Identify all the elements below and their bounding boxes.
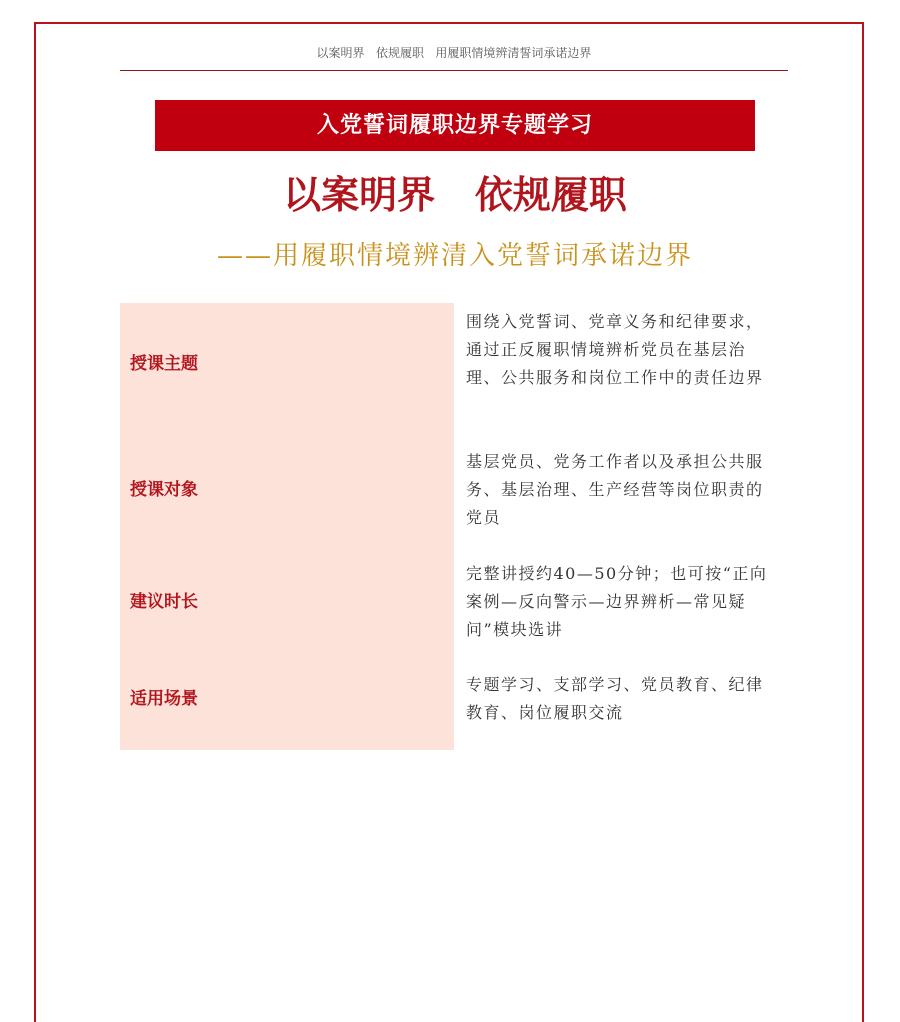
- row-label-audience: 授课对象: [130, 480, 198, 500]
- row-value-topic: 围绕入党誓词、党章义务和纪律要求，通过正反履职情境辨析党员在基层治理、公共服务和岗位工作中的责任边界: [466, 312, 764, 387]
- row-value-scenario: 专题学习、支部学习、党员教育、纪律教育、岗位履职交流: [466, 675, 764, 722]
- row-value-duration: 完整讲授约40—50分钟；也可按“正向案例—反向警示—边界辨析—常见疑问”模块选讲: [466, 564, 768, 639]
- row-label-topic: 授课主题: [130, 354, 198, 374]
- running-header: 以案明界 依规履职 用履职情境辨清誓词承诺边界: [120, 40, 788, 71]
- row-value-audience: 基层党员、党务工作者以及承担公共服务、基层治理、生产经营等岗位职责的党员: [466, 452, 764, 527]
- main-title: 以案明界 依规履职: [283, 173, 627, 217]
- course-info-table: [120, 303, 788, 750]
- topic-banner: 入党誓词履职边界专题学习: [155, 100, 755, 151]
- row-label-scenario: 适用场景: [130, 689, 198, 709]
- row-label-duration: 建议时长: [130, 592, 198, 612]
- sub-title: ——用履职情境辨清入党誓词承诺边界: [216, 241, 693, 271]
